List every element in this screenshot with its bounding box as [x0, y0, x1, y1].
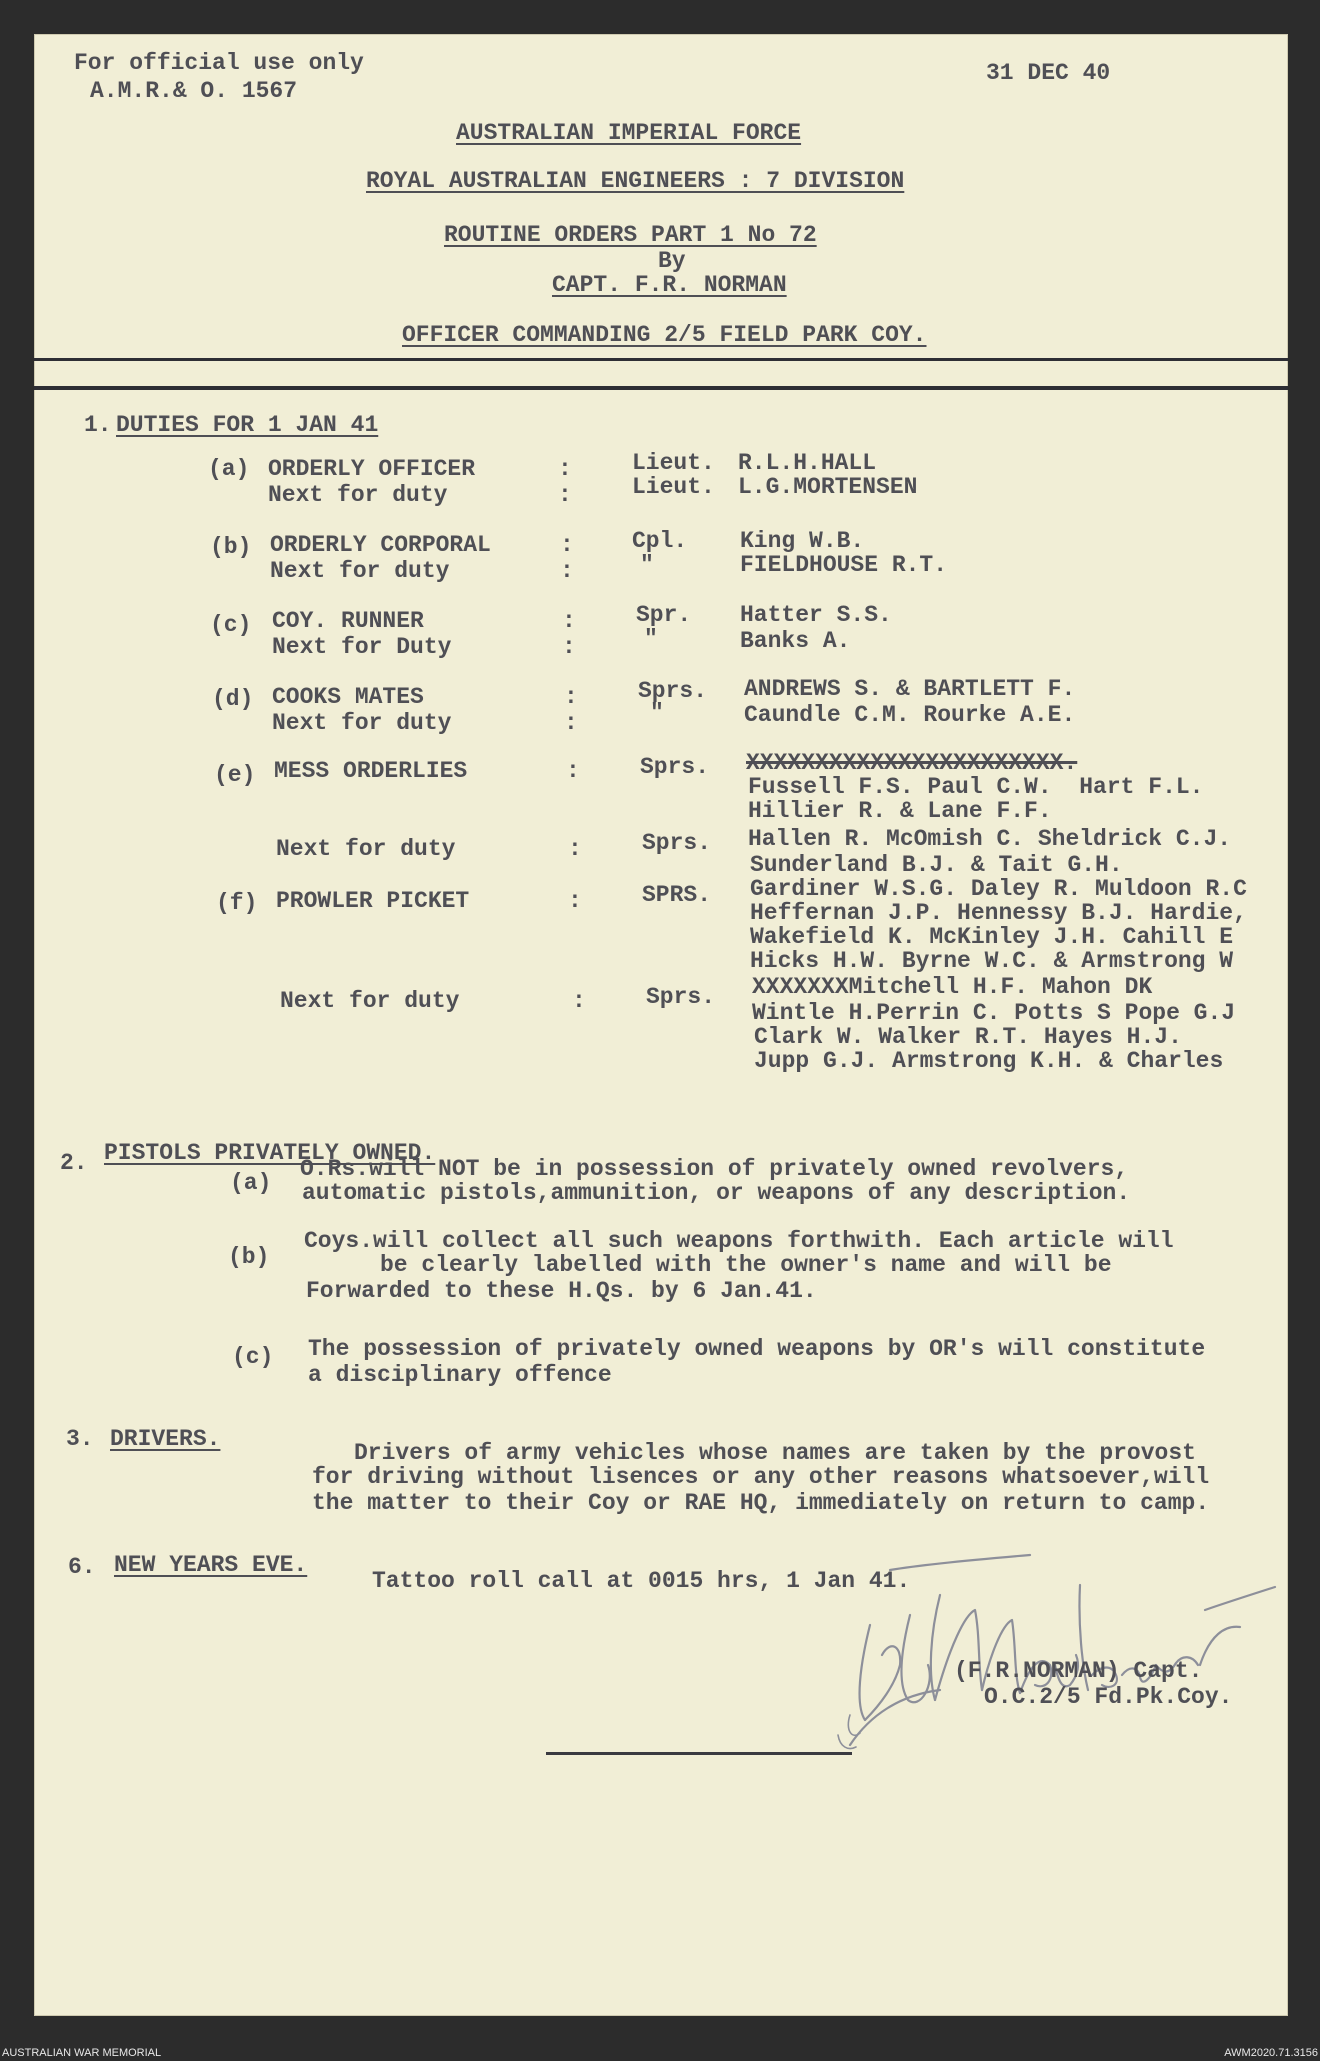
duty-e-next-rank: Sprs. — [642, 830, 712, 856]
section3-heading: DRIVERS. — [110, 1426, 221, 1452]
header-divider-top — [34, 358, 1288, 361]
duty-e-letter: (e) — [214, 762, 256, 788]
document-date: 31 DEC 40 — [986, 60, 1111, 86]
duty-d-next-colon: : — [564, 710, 578, 736]
section3-line1: Drivers of army vehicles whose names are taken by the provost — [354, 1440, 1196, 1466]
duty-e-names-line2: Fussell F.S. Paul C.W. Hart F.L. — [748, 774, 1204, 800]
duty-f-names-line4: Hicks H.W. Byrne W.C. & Armstrong W — [750, 948, 1234, 974]
duty-d-role: COOKS MATES — [272, 684, 424, 710]
section2-number: 2. — [60, 1150, 88, 1176]
section2-a-letter: (a) — [230, 1170, 272, 1196]
duty-f-next-names-line2: Wintle H.Perrin C. Potts S Pope G.J — [752, 1000, 1236, 1026]
section6-number: 6. — [68, 1554, 96, 1580]
section2-a-line1: O.Rs.will NOT be in possession of privately owned revolvers, — [300, 1156, 1129, 1182]
division-title: ROYAL AUSTRALIAN ENGINEERS : 7 DIVISION — [366, 168, 905, 194]
duty-d-rank: Sprs. — [638, 678, 708, 704]
duty-f-names-line3: Wakefield K. McKinley J.H. Cahill E — [750, 924, 1234, 950]
duty-b-letter: (b) — [210, 534, 252, 560]
duty-c-rank: Spr. — [636, 602, 692, 628]
duty-d-next-label: Next for duty — [272, 710, 452, 736]
duty-a-next-names: L.G.MORTENSEN — [738, 474, 918, 500]
duty-c-names: Hatter S.S. — [740, 602, 892, 628]
duty-c-role: COY. RUNNER — [272, 608, 424, 634]
section2-b-line2: be clearly labelled with the owner's name and will be — [380, 1252, 1112, 1278]
footer-source: AUSTRALIAN WAR MEMORIAL — [2, 2047, 162, 2059]
section1-heading: DUTIES FOR 1 JAN 41 — [116, 412, 379, 438]
duty-f-rank: SPRS. — [642, 882, 712, 908]
duty-f-next-names-line3: Clark W. Walker R.T. Hayes H.J. — [754, 1024, 1182, 1050]
section2-c-letter: (c) — [232, 1344, 274, 1370]
closing-rule — [546, 1752, 852, 1755]
duty-f-next-label: Next for duty — [280, 988, 460, 1014]
duty-a-next-colon: : — [558, 482, 572, 508]
official-use-note: For official use only — [74, 50, 364, 76]
duty-b-colon: : — [560, 532, 574, 558]
section6-text: Tattoo roll call at 0015 hrs, 1 Jan 41. — [372, 1568, 911, 1594]
duty-d-letter: (d) — [212, 686, 254, 712]
unit-title: AUSTRALIAN IMPERIAL FORCE — [456, 120, 802, 146]
duty-c-next-rank: " — [644, 626, 658, 652]
duty-d-colon: : — [564, 684, 578, 710]
duty-a-next-rank: Lieut. — [632, 474, 715, 500]
duty-b-next-names: FIELDHOUSE R.T. — [740, 552, 948, 578]
section3-line2: for driving without lisences or any other reasons whatsoever,will — [312, 1464, 1210, 1490]
duty-a-next-label: Next for duty — [268, 482, 448, 508]
signature-title: O.C.2/5 Fd.Pk.Coy. — [984, 1684, 1233, 1710]
duty-f-role: PROWLER PICKET — [276, 888, 470, 914]
duty-c-next-label: Next for Duty — [272, 634, 452, 660]
duty-b-role: ORDERLY CORPORAL — [270, 532, 491, 558]
section3-number: 3. — [66, 1426, 94, 1452]
duty-f-next-names-line4: Jupp G.J. Armstrong K.H. & Charles — [754, 1048, 1224, 1074]
officer-name: CAPT. F.R. NORMAN — [552, 272, 787, 298]
duty-d-names: ANDREWS S. & BARTLETT F. — [744, 676, 1076, 702]
duty-f-next-colon: : — [572, 988, 586, 1014]
section2-b-line1: Coys.will collect all such weapons forthwith. Each article will — [304, 1228, 1174, 1254]
handwritten-signature — [830, 1515, 1280, 1755]
duty-e-names-line3: Hillier R. & Lane F.F. — [748, 798, 1052, 824]
duty-e-next-colon: : — [568, 836, 582, 862]
footer-accession: AWM2020.71.3156 — [1224, 2047, 1318, 2059]
duty-d-next-names: Caundle C.M. Rourke A.E. — [744, 702, 1076, 728]
duty-b-next-label: Next for duty — [270, 558, 450, 584]
section2-a-line2: automatic pistols,ammunition, or weapons of any description. — [302, 1180, 1131, 1206]
duty-c-letter: (c) — [210, 612, 252, 638]
header-divider-bottom — [34, 386, 1288, 390]
section2-c-line1: The possession of privately owned weapons by OR's will constitute — [308, 1336, 1206, 1362]
duty-a-rank: Lieut. — [632, 450, 715, 476]
section6-heading: NEW YEARS EVE. — [114, 1552, 308, 1578]
duty-f-names-line2: Heffernan J.P. Hennessy B.J. Hardie, — [750, 900, 1247, 926]
duty-f-colon: : — [568, 888, 582, 914]
duty-e-next-label: Next for duty — [276, 836, 456, 862]
duty-c-next-names: Banks A. — [740, 628, 851, 654]
section2-b-letter: (b) — [228, 1244, 270, 1270]
duty-a-role: ORDERLY OFFICER — [268, 456, 476, 482]
duty-e-role: MESS ORDERLIES — [274, 758, 468, 784]
duty-f-next-names-line1: XXXXXXXMitchell H.F. Mahon DK — [752, 974, 1153, 1000]
signature-name: (F.R.NORMAN) Capt. — [954, 1658, 1203, 1684]
duty-b-names: King W.B. — [740, 528, 865, 554]
duty-a-letter: (a) — [208, 456, 250, 482]
duty-e-names-struck: XXXXXXXXXXXXXXXXXXXXXXX. — [746, 750, 1078, 776]
orders-title: ROUTINE ORDERS PART 1 No 72 — [444, 222, 817, 248]
by-line: By — [658, 248, 686, 274]
duty-b-next-colon: : — [560, 558, 574, 584]
section2-b-line3: Forwarded to these H.Qs. by 6 Jan.41. — [306, 1278, 817, 1304]
duty-b-next-rank: " — [640, 552, 654, 578]
section2-c-line2: a disciplinary offence — [308, 1362, 612, 1388]
duty-f-names-line1: Gardiner W.S.G. Daley R. Muldoon R.C — [750, 876, 1247, 902]
duty-e-next-names-line2: Sunderland B.J. & Tait G.H. — [750, 852, 1123, 878]
duty-f-letter: (f) — [216, 890, 258, 916]
duty-c-colon: : — [562, 608, 576, 634]
duty-c-next-colon: : — [562, 634, 576, 660]
section1-number: 1. — [84, 412, 112, 438]
section2-heading: PISTOLS PRIVATELY OWNED. — [104, 1140, 436, 1166]
duty-d-next-rank: " — [650, 700, 664, 726]
duty-a-names: R.L.H.HALL — [738, 450, 877, 476]
command-title: OFFICER COMMANDING 2/5 FIELD PARK COY. — [402, 322, 927, 348]
duty-e-colon: : — [566, 758, 580, 784]
form-reference: A.M.R.& O. 1567 — [90, 78, 298, 104]
duty-f-next-rank: Sprs. — [646, 984, 716, 1010]
section3-line3: the matter to their Coy or RAE HQ, immediately on return to camp. — [312, 1490, 1210, 1516]
duty-e-rank: Sprs. — [640, 754, 710, 780]
duty-a-colon: : — [558, 456, 572, 482]
duty-e-next-names-line1: Hallen R. McOmish C. Sheldrick C.J. — [748, 826, 1232, 852]
duty-b-rank: Cpl. — [632, 528, 688, 554]
